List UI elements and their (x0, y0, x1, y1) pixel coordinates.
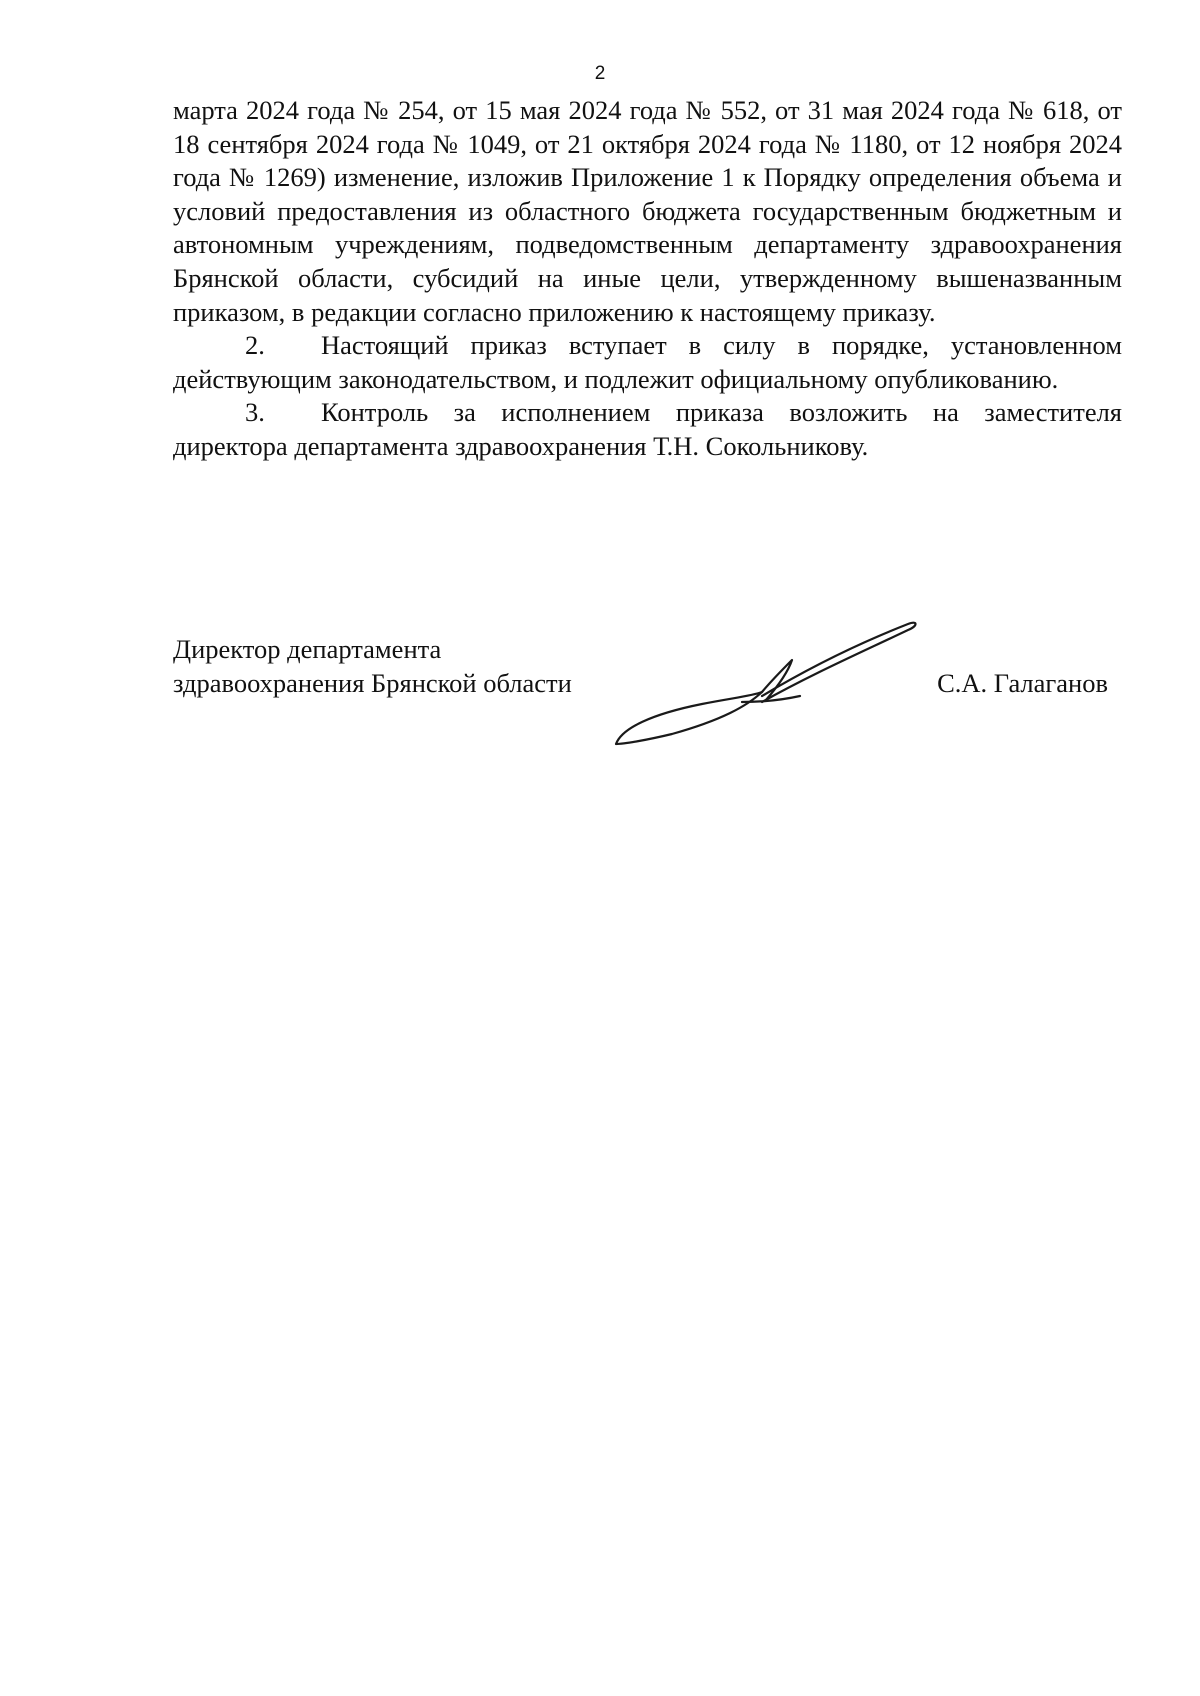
signatory-title-line-2: здравоохранения Брянской области (173, 667, 572, 698)
item-text: Настоящий приказ вступает в силу в порядке, установленном действующим законодательством, и подлежит официальному опубликованию. (173, 330, 1122, 394)
paragraph-item-2 (173, 329, 1122, 396)
item-number: 3. (245, 397, 265, 428)
handwritten-signature (612, 616, 934, 756)
paragraph-continuation: марта 2024 года № 254, от 15 мая 2024 года № 552, от 31 мая 2024 года № 618, от 18 сентября 2024 года № 1049, от 21 октября 2024 года № 1180, от 12 ноября 2024 года № 1269) изменение, изложив Приложение 1 к Порядку определения объема и условий предоставления из областного бюджета государственным бюджетным и автономным учреждениям, подведомственным департаменту здравоохранения Брянской области, субсидий на иные цели, утвержденному вышеназванным приказом, в редакции согласно приложению к настоящему приказу. (173, 95, 1122, 327)
item-number: 2. (245, 330, 265, 361)
page-number: 2 (594, 63, 606, 84)
signatory-title-line-1: Директор департамента (173, 634, 442, 664)
paragraph-item-3 (173, 396, 1122, 463)
document-body (173, 94, 1122, 464)
signatory-name: С.А. Галаганов (937, 667, 1108, 698)
item-text: Контроль за исполнением приказа возложить на заместителя директора департамента здравоохранения Т.Н. Сокольникову. (173, 397, 1122, 461)
